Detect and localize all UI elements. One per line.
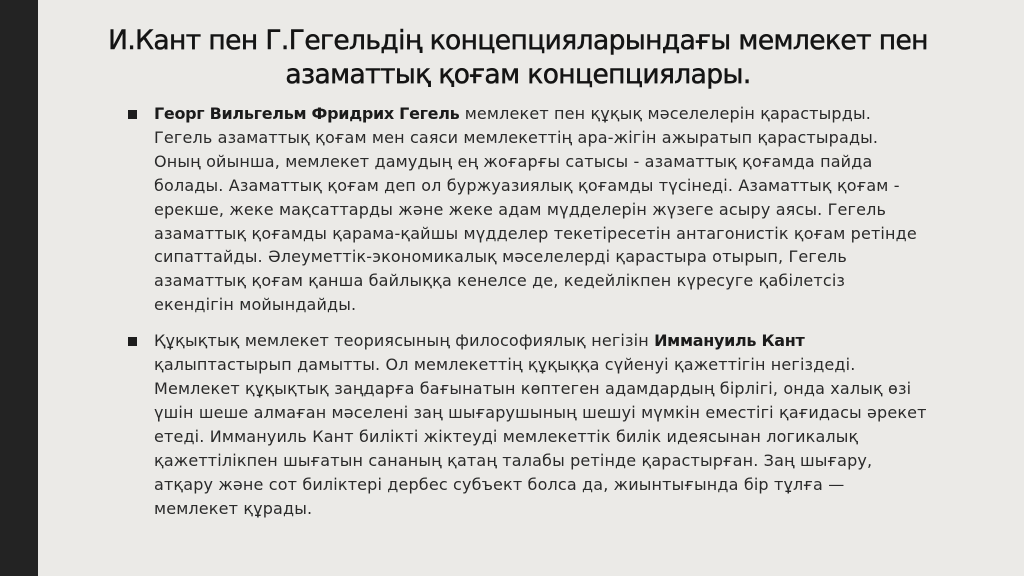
slide-title: [60, 24, 976, 92]
hegel-name: Георг Вильгельм Фридрих Гегель: [154, 104, 460, 123]
slide-content: [128, 102, 928, 520]
square-bullet-icon: [128, 337, 137, 346]
kant-name: Иммануиль Кант: [654, 331, 805, 351]
slide-title-line-2: азаматтық қоғам концепциялары.: [285, 59, 751, 90]
bullet-item-hegel: [128, 102, 928, 317]
left-accent-bar: [0, 0, 38, 576]
kant-paragraph-text-before: Құқықтық мемлекет теориясының философиялық негізін: [154, 331, 655, 351]
slide-title-line-1: И.Кант пен Г.Гегельдің концепцияларындағы мемлекет пен: [108, 25, 928, 56]
bullet-item-kant: [128, 329, 928, 520]
kant-paragraph-text-after: қалыптастырып дамытты. Ол мемлекеттің құқыққа сүйенуі қажеттігін негіздеді. Мемлекет құқықтық заңдарға бағынатын көптеген адамдардың бірлігі, онда халық өзі үшін шеше алмаған мәселені заң шығарушының шешуі мүмкін еместігі қағидасы әрекет етеді. Иммануиль Кант билікті жіктеуді мемлекеттік билік идеясынан логикалық қажеттілікпен шығатын сананың қатаң талабы ретінде қарастырған. Заң шығару, атқару және сот биліктері дербес субъект болса да, жиынтығында бір тұлға — мемлекет құрады.: [154, 355, 927, 518]
square-bullet-icon: [128, 110, 137, 119]
hegel-paragraph-text: мемлекет пен құқық мәселелерін қарастырды. Гегель азаматтық қоғам мен саяси мемлекеттің ара-жігін ажыратып қарастырады. Оның ойынша, мемлекет дамудың ең жоғарғы сатысы - азаматтық қоғамда пайда болады. Азаматтық қоғам деп ол буржуазиялық қоғамды түсінеді. Азаматтық қоғам - ерекше, жеке мақсаттарды және жеке адам мүдделерін жүзеге асыру аясы. Гегель азаматтық қоғамды қарама-қайшы мүдделер текетіресетін антагонистік қоғам ретінде сипаттайды. Әлеуметтік-экономикалық мәселелерді қарастыра отырып, Гегель азаматтық қоғам қанша байлыққа кенелсе де, кедейлікпен күресуге қабілетсіз екендігін мойындайды.: [154, 104, 917, 315]
